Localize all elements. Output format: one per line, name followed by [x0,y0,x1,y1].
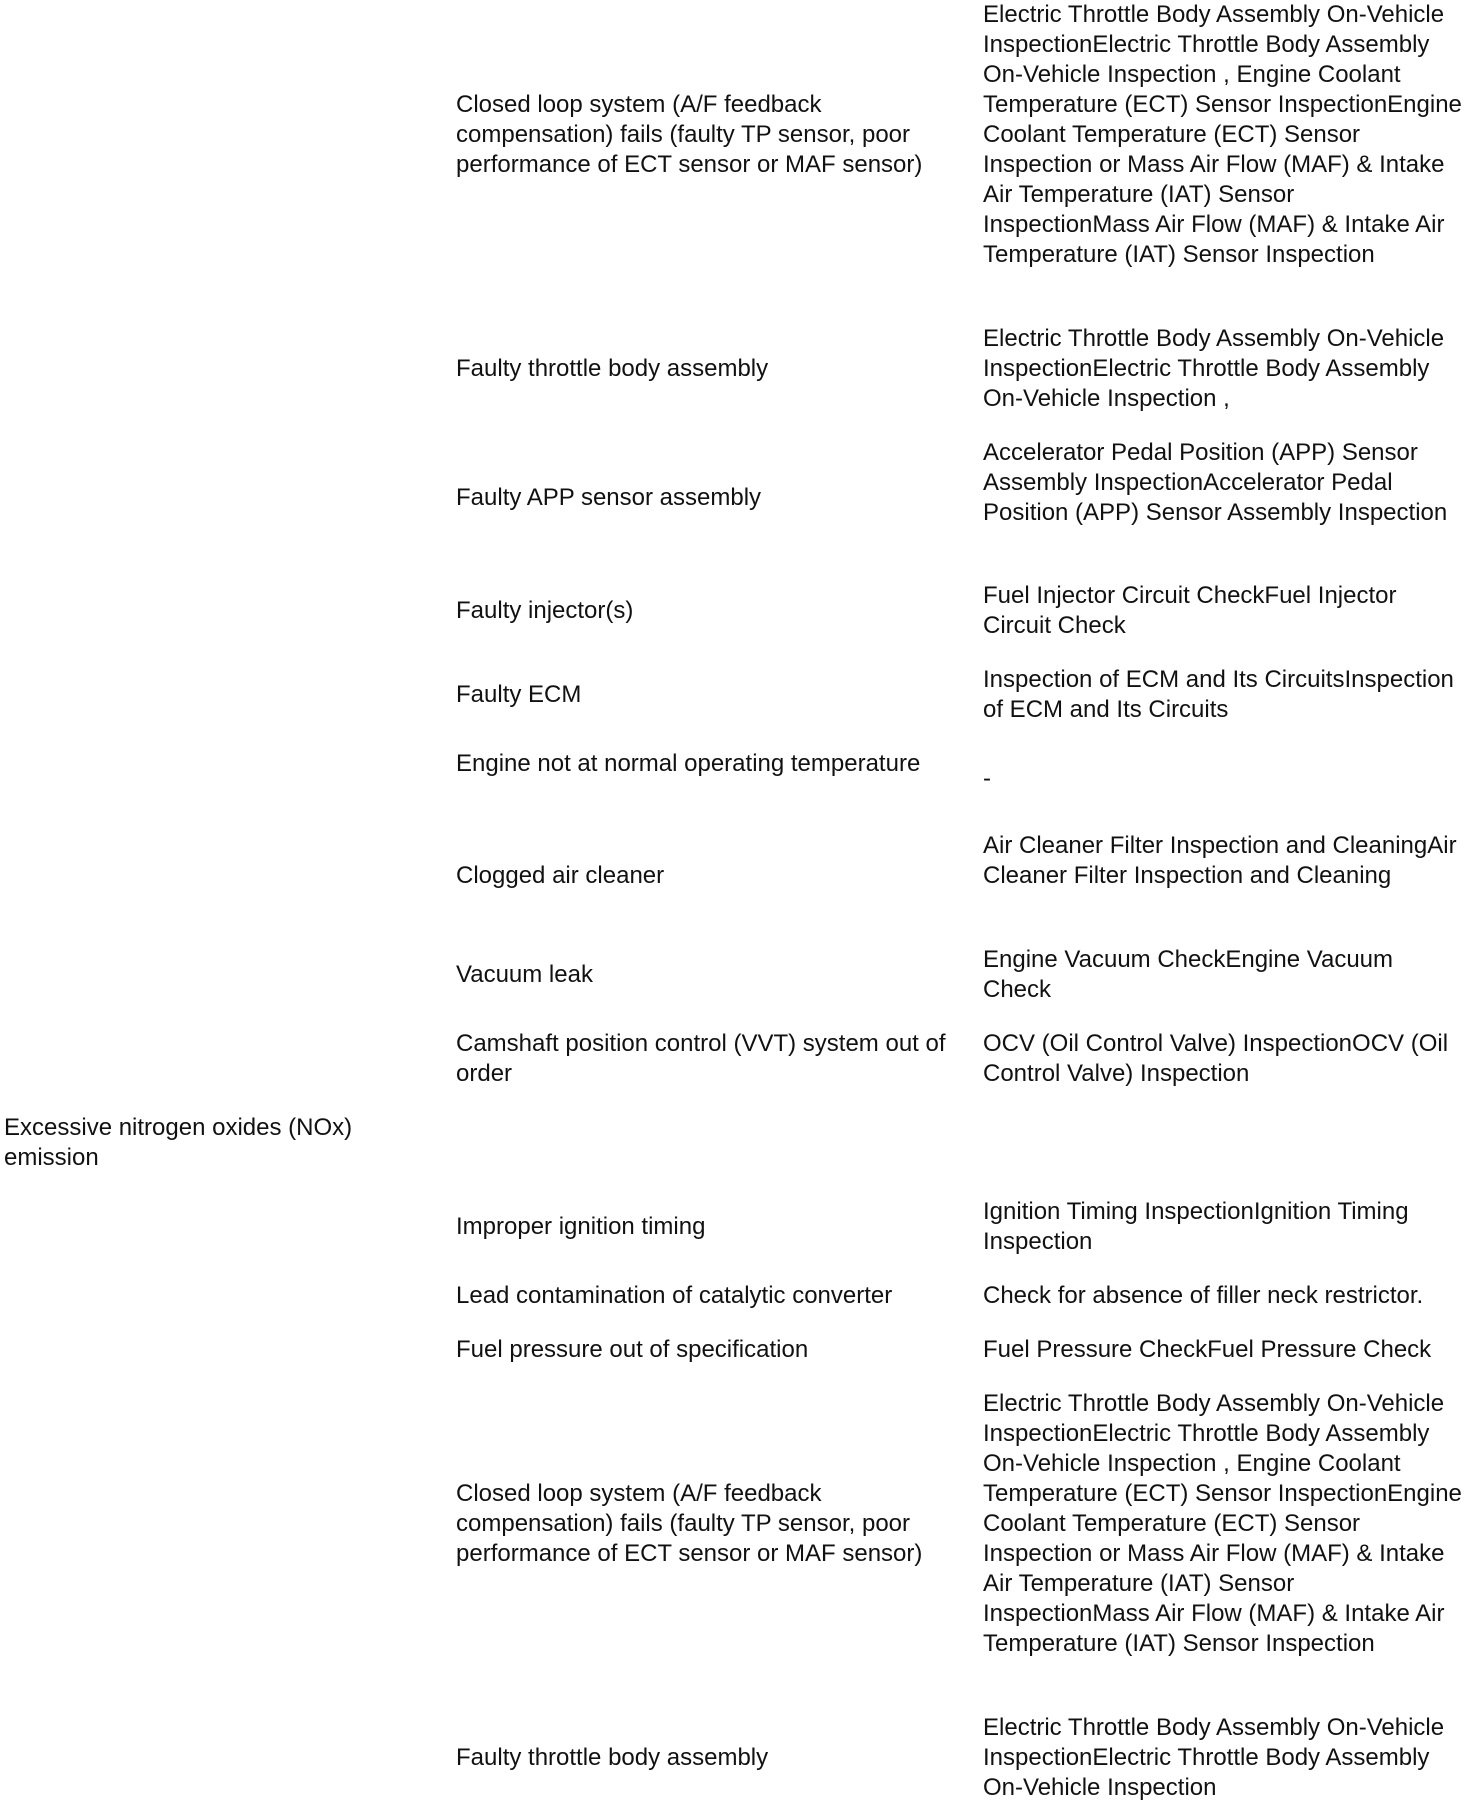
action-cell: Electric Throttle Body Assembly On-Vehicle InspectionElectric Throttle Body Assembly On-Vehicle Inspection , Engine Coolant Temperature (ECT) Sensor InspectionEngine Coolant Temperature (ECT) Sensor Inspection or Mass Air Flow (MAF) & Intake Air Temperature (IAT) Sensor InspectionMass Air Flow (MAF) & Intake Air Temperature (IAT) Sensor Inspection [983,1,1462,268]
cause-cell: Improper ignition timing [456,1213,706,1240]
cause-cell: Faulty injector(s) [456,597,634,624]
action-cell: Inspection of ECM and Its CircuitsInspection of ECM and Its Circuits [983,666,1454,723]
cause-cell: Camshaft position control (VVT) system out of order [456,1030,946,1087]
action-cell: - [983,765,991,792]
cause-cell: Faulty ECM [456,681,582,708]
cause-cell: Closed loop system (A/F feedback compensation) fails (faulty TP sensor, poor performance of ECT sensor or MAF sensor) [456,1480,923,1567]
condition-label: Excessive nitrogen oxides (NOx) emission [4,1114,353,1171]
action-cell: Air Cleaner Filter Inspection and CleaningAir Cleaner Filter Inspection and Cleaning [983,832,1457,889]
cause-cell: Closed loop system (A/F feedback compensation) fails (faulty TP sensor, poor performance of ECT sensor or MAF sensor) [456,91,923,178]
cause-cell: Lead contamination of catalytic converter [456,1282,893,1309]
cause-cell: Clogged air cleaner [456,862,665,889]
cause-cell: Fuel pressure out of specification [456,1336,809,1363]
cause-cell: Engine not at normal operating temperature [456,750,921,777]
action-cell: Electric Throttle Body Assembly On-Vehicle InspectionElectric Throttle Body Assembly On-Vehicle Inspection , Engine Coolant Temperature (ECT) Sensor InspectionEngine Coolant Temperature (ECT) Sensor Inspection or Mass Air Flow (MAF) & Intake Air Temperature (IAT) Sensor InspectionMass Air Flow (MAF) & Intake Air Temperature (IAT) Sensor Inspection [983,1390,1462,1657]
action-cell: Ignition Timing InspectionIgnition Timing Inspection [983,1198,1409,1255]
cause-cell: Faulty throttle body assembly [456,355,769,382]
action-cell: Electric Throttle Body Assembly On-Vehicle InspectionElectric Throttle Body Assembly On-Vehicle Inspection [983,1714,1445,1801]
action-cell: OCV (Oil Control Valve) InspectionOCV (Oil Control Valve) Inspection [983,1030,1449,1087]
action-cell: Fuel Pressure CheckFuel Pressure Check [983,1336,1432,1363]
action-cell: Electric Throttle Body Assembly On-Vehicle InspectionElectric Throttle Body Assembly On-Vehicle Inspection , [983,325,1445,412]
action-cell: Check for absence of filler neck restrictor. [983,1282,1424,1309]
action-cell: Fuel Injector Circuit CheckFuel Injector Circuit Check [983,582,1397,639]
cause-cell: Faulty throttle body assembly [456,1744,769,1771]
action-cell: Engine Vacuum CheckEngine Vacuum Check [983,946,1394,1003]
cause-cell: Vacuum leak [456,961,593,988]
cause-cell: Faulty APP sensor assembly [456,484,762,511]
action-cell: Accelerator Pedal Position (APP) Sensor Assembly InspectionAccelerator Pedal Position (APP) Sensor Assembly Inspection [983,439,1448,526]
